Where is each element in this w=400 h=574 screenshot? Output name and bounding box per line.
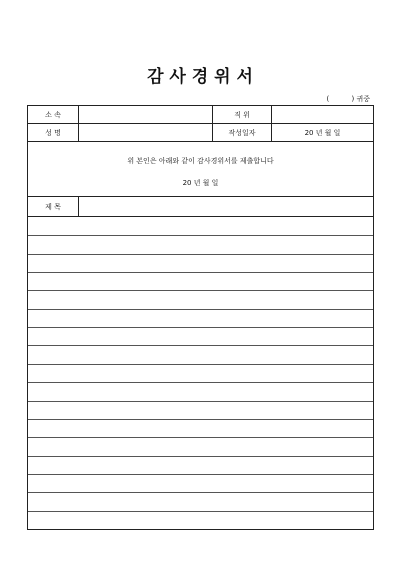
ruled-line (28, 272, 373, 273)
affiliation-label: 소 속 (45, 110, 61, 119)
declaration-block (28, 142, 373, 197)
ruled-line (28, 511, 373, 512)
ruled-line (28, 492, 373, 493)
document-title: 감 사 경 위 서 (147, 67, 253, 87)
declaration-date: 20 년 월 일 (182, 179, 219, 187)
ruled-line (28, 474, 373, 475)
ruled-writing-area[interactable] (28, 217, 373, 529)
subject-field[interactable] (78, 197, 373, 216)
ruled-line (28, 309, 373, 310)
report-form (27, 105, 374, 530)
affiliation-field[interactable] (78, 106, 212, 123)
ruled-line (28, 345, 373, 346)
ruled-line (28, 437, 373, 438)
ruled-line (28, 456, 373, 457)
name-row (28, 124, 373, 142)
ruled-line (28, 419, 373, 420)
position-field[interactable] (271, 106, 373, 123)
ruled-line (28, 401, 373, 402)
ruled-line (28, 364, 373, 365)
ruled-line (28, 327, 373, 328)
date-written-label: 작성일자 (212, 124, 271, 141)
ruled-line (28, 235, 373, 236)
name-label: 성 명 (45, 128, 61, 137)
name-field[interactable] (78, 124, 212, 141)
subject-label: 제 목 (45, 202, 61, 211)
ruled-line (28, 254, 373, 255)
ruled-line (28, 382, 373, 383)
affiliation-row (28, 106, 373, 124)
declaration-text: 위 본인은 아래와 같이 감사경위서를 제출합니다 (127, 157, 274, 165)
ruled-line (28, 290, 373, 291)
recipient-line: ( ) 귀중 (326, 95, 370, 103)
date-written-value[interactable]: 20 년 월 일 (271, 124, 373, 141)
position-label: 직 위 (212, 106, 271, 123)
subject-row (28, 197, 373, 217)
